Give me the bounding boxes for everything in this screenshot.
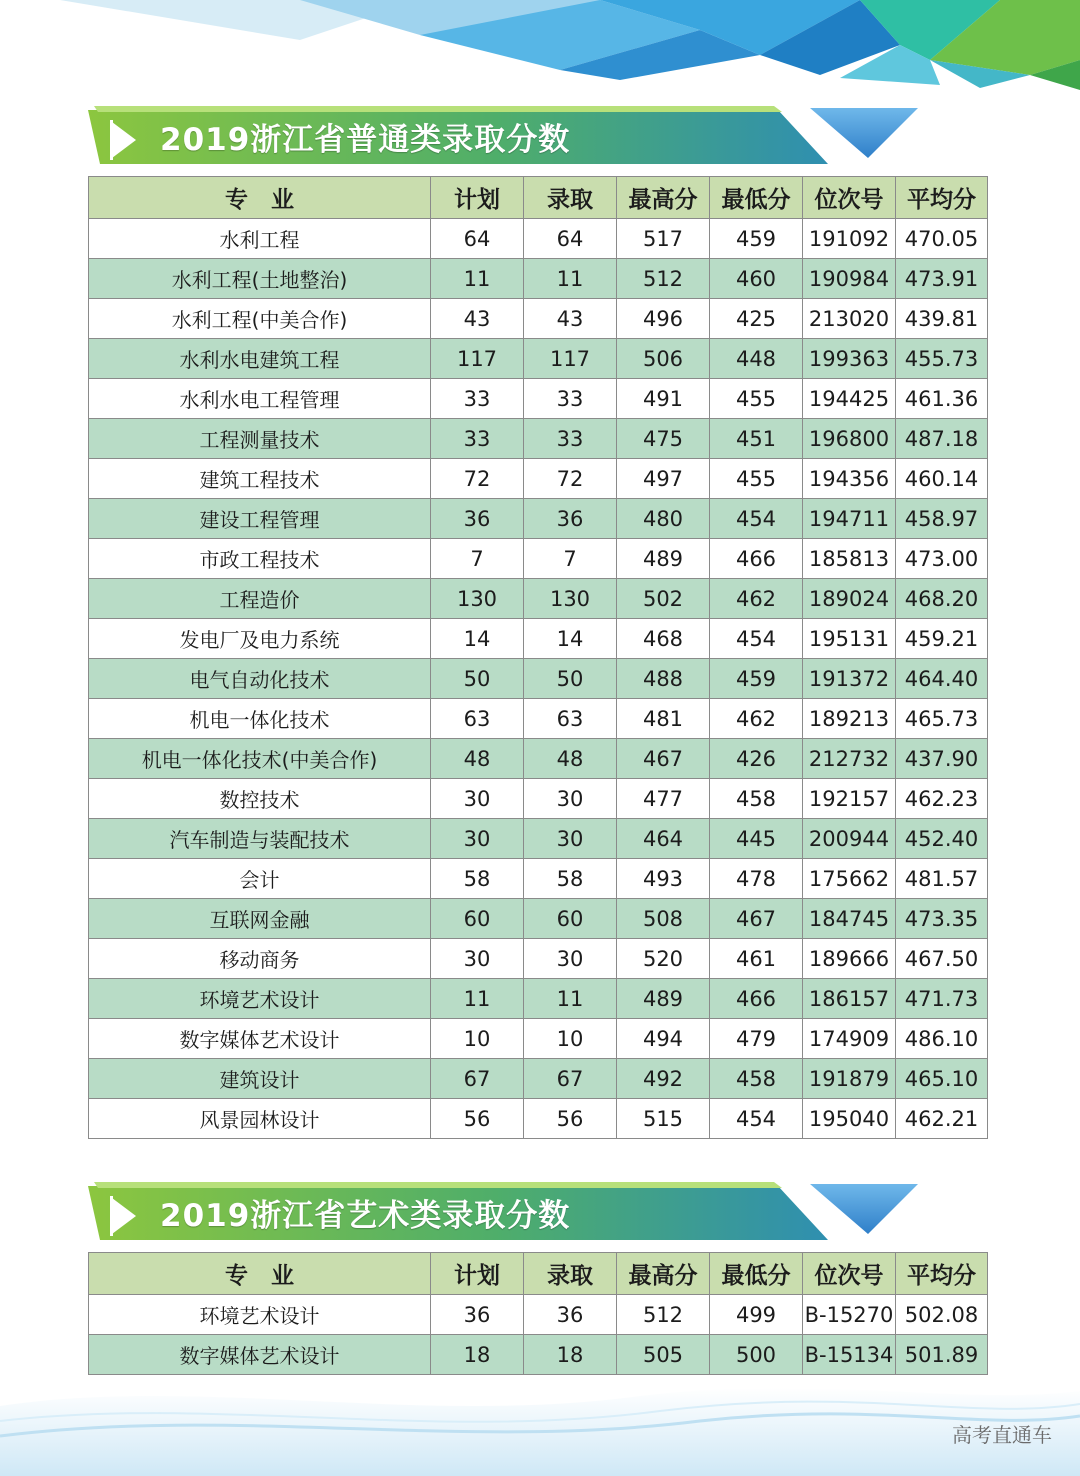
cell-plan: 50 — [431, 659, 524, 699]
cell-plan: 43 — [431, 299, 524, 339]
cell-admitted: 43 — [524, 299, 617, 339]
cell-max-score: 497 — [617, 459, 710, 499]
table-header-row — [89, 1253, 988, 1295]
cell-max-score: 467 — [617, 739, 710, 779]
header-major: 专 业 — [89, 177, 431, 219]
regular-section-header — [88, 106, 928, 170]
cell-avg-score: 461.36 — [896, 379, 988, 419]
cell-plan: 117 — [431, 339, 524, 379]
art-section-header — [88, 1182, 928, 1246]
cell-plan: 7 — [431, 539, 524, 579]
cell-admitted: 10 — [524, 1019, 617, 1059]
cell-rank: 212732 — [803, 739, 896, 779]
cell-avg-score: 452.40 — [896, 819, 988, 859]
cell-avg-score: 462.21 — [896, 1099, 988, 1139]
cell-rank: 192157 — [803, 779, 896, 819]
cell-plan: 33 — [431, 379, 524, 419]
cell-major: 发电厂及电力系统 — [89, 619, 431, 659]
cell-avg-score: 465.10 — [896, 1059, 988, 1099]
cell-major: 环境艺术设计 — [89, 979, 431, 1019]
cell-min-score: 461 — [710, 939, 803, 979]
header-plan: 计划 — [431, 1253, 524, 1295]
play-arrow-icon — [110, 120, 140, 160]
cell-min-score: 499 — [710, 1295, 803, 1335]
cell-avg-score: 458.97 — [896, 499, 988, 539]
cell-avg-score: 459.21 — [896, 619, 988, 659]
cell-admitted: 18 — [524, 1335, 617, 1375]
cell-admitted: 48 — [524, 739, 617, 779]
cell-admitted: 11 — [524, 259, 617, 299]
cell-admitted: 36 — [524, 1295, 617, 1335]
cell-max-score: 494 — [617, 1019, 710, 1059]
table-row — [89, 699, 988, 739]
cell-major: 电气自动化技术 — [89, 659, 431, 699]
cell-avg-score: 501.89 — [896, 1335, 988, 1375]
table-row — [89, 259, 988, 299]
cell-major: 互联网金融 — [89, 899, 431, 939]
table-row — [89, 779, 988, 819]
table-header-row — [89, 177, 988, 219]
cell-min-score: 458 — [710, 1059, 803, 1099]
cell-admitted: 30 — [524, 939, 617, 979]
table-row — [89, 619, 988, 659]
cell-plan: 10 — [431, 1019, 524, 1059]
cell-plan: 60 — [431, 899, 524, 939]
cell-rank: B-15134 — [803, 1335, 896, 1375]
cell-major: 建设工程管理 — [89, 499, 431, 539]
cell-admitted: 56 — [524, 1099, 617, 1139]
regular-section-title: 2019浙江省普通类录取分数 — [160, 122, 571, 158]
art-score-table — [88, 1252, 988, 1375]
cell-plan: 72 — [431, 459, 524, 499]
table-row — [89, 579, 988, 619]
cell-max-score: 491 — [617, 379, 710, 419]
header-major: 专 业 — [89, 1253, 431, 1295]
cell-rank: 184745 — [803, 899, 896, 939]
table-row — [89, 219, 988, 259]
cell-plan: 30 — [431, 939, 524, 979]
cell-max-score: 464 — [617, 819, 710, 859]
cell-major: 会计 — [89, 859, 431, 899]
cell-admitted: 60 — [524, 899, 617, 939]
table-row — [89, 1099, 988, 1139]
header-plan: 计划 — [431, 177, 524, 219]
cell-min-score: 454 — [710, 499, 803, 539]
cell-avg-score: 468.20 — [896, 579, 988, 619]
table-row — [89, 499, 988, 539]
cell-major: 水利水电工程管理 — [89, 379, 431, 419]
cell-max-score: 506 — [617, 339, 710, 379]
cell-max-score: 512 — [617, 1295, 710, 1335]
cell-plan: 30 — [431, 819, 524, 859]
cell-admitted: 33 — [524, 419, 617, 459]
cell-admitted: 11 — [524, 979, 617, 1019]
cell-rank: 213020 — [803, 299, 896, 339]
cell-admitted: 130 — [524, 579, 617, 619]
cell-max-score: 489 — [617, 979, 710, 1019]
cell-rank: 196800 — [803, 419, 896, 459]
cell-rank: 191092 — [803, 219, 896, 259]
cell-avg-score: 455.73 — [896, 339, 988, 379]
cell-min-score: 425 — [710, 299, 803, 339]
cell-major: 数字媒体艺术设计 — [89, 1335, 431, 1375]
cell-min-score: 462 — [710, 579, 803, 619]
cell-major: 风景园林设计 — [89, 1099, 431, 1139]
table-row — [89, 899, 988, 939]
cell-major: 市政工程技术 — [89, 539, 431, 579]
header-max-score: 最高分 — [617, 177, 710, 219]
cell-major: 建筑工程技术 — [89, 459, 431, 499]
cell-rank: 189024 — [803, 579, 896, 619]
cell-plan: 36 — [431, 499, 524, 539]
cell-min-score: 455 — [710, 459, 803, 499]
cell-admitted: 14 — [524, 619, 617, 659]
cell-avg-score: 462.23 — [896, 779, 988, 819]
cell-plan: 67 — [431, 1059, 524, 1099]
table-row — [89, 299, 988, 339]
cell-admitted: 64 — [524, 219, 617, 259]
cell-avg-score: 481.57 — [896, 859, 988, 899]
cell-admitted: 117 — [524, 339, 617, 379]
cell-major: 工程造价 — [89, 579, 431, 619]
cell-max-score: 496 — [617, 299, 710, 339]
cell-major: 工程测量技术 — [89, 419, 431, 459]
cell-avg-score: 486.10 — [896, 1019, 988, 1059]
cell-avg-score: 473.35 — [896, 899, 988, 939]
cell-rank: 195040 — [803, 1099, 896, 1139]
cell-plan: 130 — [431, 579, 524, 619]
cell-min-score: 500 — [710, 1335, 803, 1375]
cell-rank: 174909 — [803, 1019, 896, 1059]
cell-avg-score: 470.05 — [896, 219, 988, 259]
cell-major: 汽车制造与装配技术 — [89, 819, 431, 859]
cell-rank: 194425 — [803, 379, 896, 419]
cell-major: 环境艺术设计 — [89, 1295, 431, 1335]
cell-max-score: 517 — [617, 219, 710, 259]
cell-plan: 11 — [431, 979, 524, 1019]
cell-min-score: 467 — [710, 899, 803, 939]
table-row — [89, 859, 988, 899]
cell-admitted: 63 — [524, 699, 617, 739]
cell-admitted: 7 — [524, 539, 617, 579]
cell-min-score: 454 — [710, 1099, 803, 1139]
header-min-score: 最低分 — [710, 177, 803, 219]
cell-rank: 186157 — [803, 979, 896, 1019]
cell-admitted: 67 — [524, 1059, 617, 1099]
cell-avg-score: 437.90 — [896, 739, 988, 779]
cell-min-score: 479 — [710, 1019, 803, 1059]
cell-plan: 64 — [431, 219, 524, 259]
cell-rank: 194711 — [803, 499, 896, 539]
cell-plan: 11 — [431, 259, 524, 299]
table-row — [89, 979, 988, 1019]
cell-min-score: 448 — [710, 339, 803, 379]
cell-max-score: 492 — [617, 1059, 710, 1099]
cell-min-score: 460 — [710, 259, 803, 299]
cell-min-score: 462 — [710, 699, 803, 739]
cell-plan: 48 — [431, 739, 524, 779]
cell-plan: 18 — [431, 1335, 524, 1375]
cell-major: 水利工程(土地整治) — [89, 259, 431, 299]
bottom-decoration — [0, 1366, 1080, 1476]
cell-admitted: 33 — [524, 379, 617, 419]
cell-admitted: 36 — [524, 499, 617, 539]
cell-major: 移动商务 — [89, 939, 431, 979]
cell-avg-score: 460.14 — [896, 459, 988, 499]
cell-rank: 195131 — [803, 619, 896, 659]
cell-min-score: 426 — [710, 739, 803, 779]
cell-admitted: 30 — [524, 819, 617, 859]
regular-score-table — [88, 176, 988, 1139]
cell-min-score: 445 — [710, 819, 803, 859]
cell-major: 机电一体化技术(中美合作) — [89, 739, 431, 779]
table-row — [89, 939, 988, 979]
cell-plan: 63 — [431, 699, 524, 739]
cell-max-score: 508 — [617, 899, 710, 939]
cell-major: 建筑设计 — [89, 1059, 431, 1099]
table-row — [89, 459, 988, 499]
cell-rank: B-15270 — [803, 1295, 896, 1335]
cell-major: 数控技术 — [89, 779, 431, 819]
cell-max-score: 468 — [617, 619, 710, 659]
cell-avg-score: 487.18 — [896, 419, 988, 459]
table-row — [89, 379, 988, 419]
cell-min-score: 478 — [710, 859, 803, 899]
header-avg-score: 平均分 — [896, 177, 988, 219]
cell-plan: 56 — [431, 1099, 524, 1139]
top-decoration — [0, 0, 1080, 95]
cell-min-score: 466 — [710, 539, 803, 579]
cell-rank: 194356 — [803, 459, 896, 499]
cell-max-score: 489 — [617, 539, 710, 579]
cell-plan: 30 — [431, 779, 524, 819]
cell-rank: 199363 — [803, 339, 896, 379]
cell-admitted: 72 — [524, 459, 617, 499]
header-rank: 位次号 — [803, 177, 896, 219]
cell-rank: 190984 — [803, 259, 896, 299]
cell-max-score: 512 — [617, 259, 710, 299]
table-row — [89, 739, 988, 779]
cell-min-score: 458 — [710, 779, 803, 819]
cell-major: 水利工程 — [89, 219, 431, 259]
cell-plan: 36 — [431, 1295, 524, 1335]
cell-plan: 33 — [431, 419, 524, 459]
art-section-title: 2019浙江省艺术类录取分数 — [160, 1198, 571, 1234]
cell-max-score: 515 — [617, 1099, 710, 1139]
cell-admitted: 30 — [524, 779, 617, 819]
cell-max-score: 477 — [617, 779, 710, 819]
cell-rank: 189213 — [803, 699, 896, 739]
table-row — [89, 819, 988, 859]
cell-max-score: 505 — [617, 1335, 710, 1375]
cell-avg-score: 473.91 — [896, 259, 988, 299]
cell-max-score: 493 — [617, 859, 710, 899]
table-row — [89, 539, 988, 579]
cell-min-score: 455 — [710, 379, 803, 419]
cell-major: 数字媒体艺术设计 — [89, 1019, 431, 1059]
cell-avg-score: 439.81 — [896, 299, 988, 339]
cell-min-score: 466 — [710, 979, 803, 1019]
cell-min-score: 459 — [710, 219, 803, 259]
table-row — [89, 659, 988, 699]
play-arrow-icon — [110, 1196, 140, 1236]
cell-min-score: 459 — [710, 659, 803, 699]
header-min-score: 最低分 — [710, 1253, 803, 1295]
cell-rank: 200944 — [803, 819, 896, 859]
cell-max-score: 488 — [617, 659, 710, 699]
art-table-body — [89, 1295, 988, 1375]
cell-admitted: 50 — [524, 659, 617, 699]
cell-max-score: 502 — [617, 579, 710, 619]
cell-max-score: 480 — [617, 499, 710, 539]
cell-major: 水利水电建筑工程 — [89, 339, 431, 379]
watermark-text: 高考直通车 — [952, 1423, 1052, 1447]
cell-major: 机电一体化技术 — [89, 699, 431, 739]
cell-max-score: 481 — [617, 699, 710, 739]
cell-min-score: 454 — [710, 619, 803, 659]
cell-avg-score: 467.50 — [896, 939, 988, 979]
cell-rank: 191879 — [803, 1059, 896, 1099]
header-admitted: 录取 — [524, 1253, 617, 1295]
header-avg-score: 平均分 — [896, 1253, 988, 1295]
header-rank: 位次号 — [803, 1253, 896, 1295]
table-row — [89, 419, 988, 459]
cell-avg-score: 471.73 — [896, 979, 988, 1019]
cell-rank: 189666 — [803, 939, 896, 979]
cell-major: 水利工程(中美合作) — [89, 299, 431, 339]
cell-max-score: 475 — [617, 419, 710, 459]
cell-rank: 185813 — [803, 539, 896, 579]
cell-rank: 175662 — [803, 859, 896, 899]
cell-max-score: 520 — [617, 939, 710, 979]
cell-avg-score: 473.00 — [896, 539, 988, 579]
cell-avg-score: 502.08 — [896, 1295, 988, 1335]
table-row — [89, 339, 988, 379]
cell-rank: 191372 — [803, 659, 896, 699]
cell-plan: 14 — [431, 619, 524, 659]
cell-min-score: 451 — [710, 419, 803, 459]
cell-admitted: 58 — [524, 859, 617, 899]
cell-avg-score: 465.73 — [896, 699, 988, 739]
cell-plan: 58 — [431, 859, 524, 899]
table-row — [89, 1059, 988, 1099]
cell-avg-score: 464.40 — [896, 659, 988, 699]
regular-table-body — [89, 219, 988, 1139]
table-row — [89, 1019, 988, 1059]
table-row — [89, 1295, 988, 1335]
header-admitted: 录取 — [524, 177, 617, 219]
header-max-score: 最高分 — [617, 1253, 710, 1295]
